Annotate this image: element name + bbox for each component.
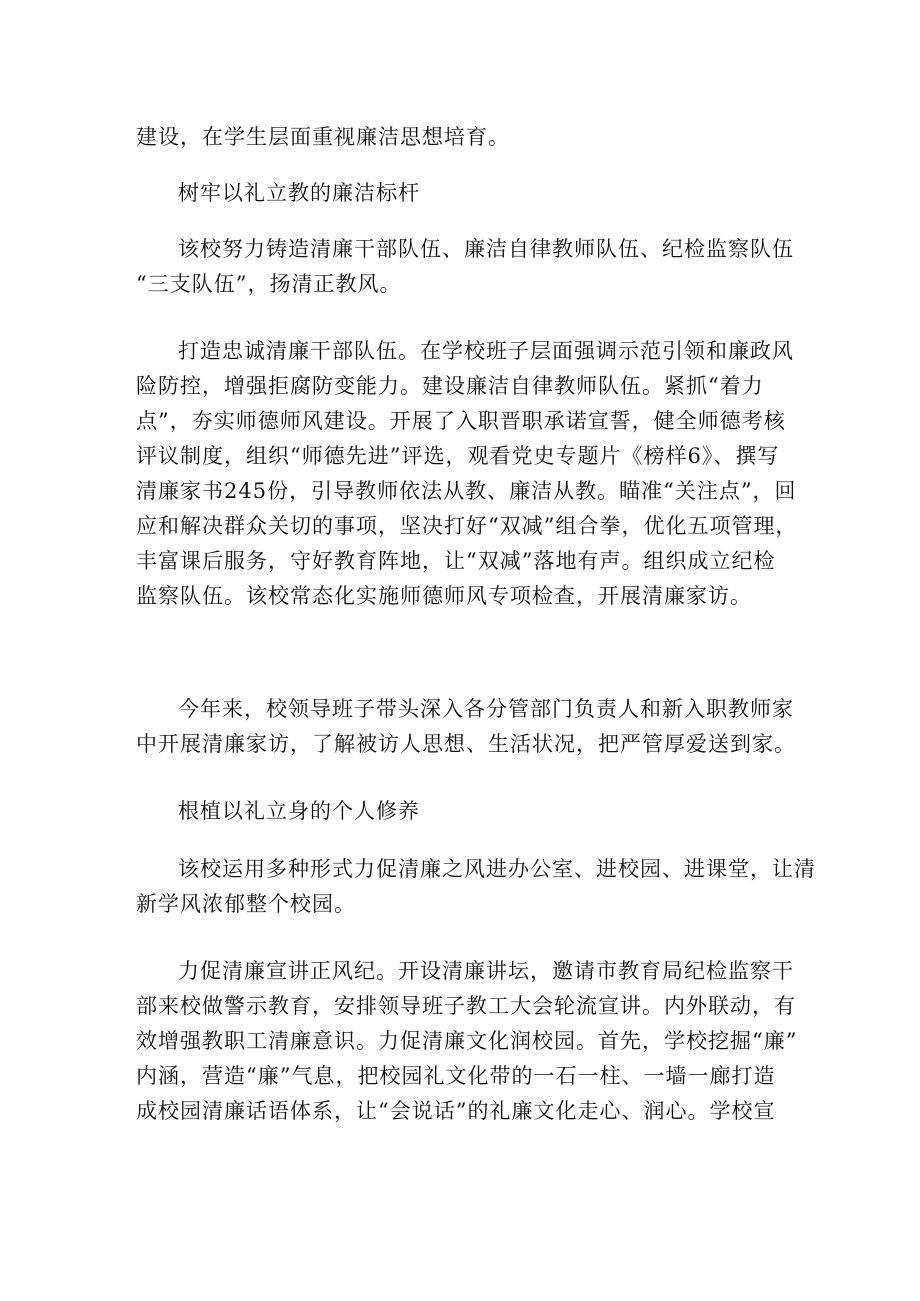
text-line: 该校努力铸造清廉干部队伍、廉洁自律教师队伍、纪检监察队伍 — [178, 237, 794, 261]
text-line: 点”，夯实师德师风建设。开展了入职晋职承诺宣誓，健全师德考核 — [136, 409, 786, 433]
paragraph-2 — [136, 334, 798, 614]
paragraph-3 — [136, 692, 798, 762]
text-line: 丰富课后服务，守好教育阵地，让“双减”落地有声。组织成立纪检 — [136, 549, 776, 573]
text-line: “三支队伍”，扬清正教风。 — [136, 272, 402, 296]
heading-text: 根植以礼立身的个人修养 — [178, 799, 420, 823]
text-line: 建设，在学生层面重视廉洁思想培育。 — [136, 125, 510, 149]
text-line: 新学风浓郁整个校园。 — [136, 892, 356, 916]
text-line: 内涵，营造“廉”气息，把校园礼文化带的一石一柱、一墙一廊打造 — [136, 1064, 776, 1088]
section-heading-2 — [136, 794, 798, 829]
text-line: 监察队伍。该校常态化实施师德师风专项检查，开展清廉家访。 — [136, 584, 752, 608]
text-line: 部来校做警示教育，安排领导班子教工大会轮流宣讲。内外联动，有 — [136, 994, 796, 1018]
text-line: 打造忠诚清廉干部队伍。在学校班子层面强调示范引领和廉政风 — [178, 339, 794, 363]
paragraph-1 — [136, 232, 798, 302]
section-heading-1 — [136, 176, 798, 211]
heading-text: 树牢以礼立教的廉洁标杆 — [178, 181, 420, 205]
text-line: 效增强教职工清廉意识。力促清廉文化润校园。首先，学校挖掘“廉” — [136, 1029, 798, 1053]
text-line: 清廉家书245份，引导教师依法从教、廉洁从教。瞄准“关注点”，回 — [136, 479, 797, 503]
paragraph-5 — [136, 954, 798, 1129]
text-line: 应和解决群众关切的事项，坚决打好“双减”组合拳，优化五项管理， — [136, 514, 798, 538]
text-line: 力促清廉宣讲正风纪。开设清廉讲坛，邀请市教育局纪检监察干 — [178, 959, 794, 983]
text-line: 今年来，校领导班子带头深入各分管部门负责人和新入职教师家 — [178, 697, 794, 721]
text-line: 险防控，增强拒腐防变能力。建设廉洁自律教师队伍。紧抓“着力 — [136, 374, 764, 398]
paragraph-continuation — [136, 120, 798, 155]
text-line: 成校园清廉话语体系，让“会说话”的礼廉文化走心、润心。学校宣 — [136, 1099, 776, 1123]
text-line: 该校运用多种形式力促清廉之风进办公室、进校园、进课堂，让清 — [178, 857, 816, 881]
text-line: 评议制度，组织“师德先进”评选，观看党史专题片《榜样6》、撰写 — [136, 444, 780, 468]
text-line: 中开展清廉家访，了解被访人思想、生活状况，把严管厚爱送到家。 — [136, 732, 796, 756]
paragraph-4 — [136, 852, 816, 922]
